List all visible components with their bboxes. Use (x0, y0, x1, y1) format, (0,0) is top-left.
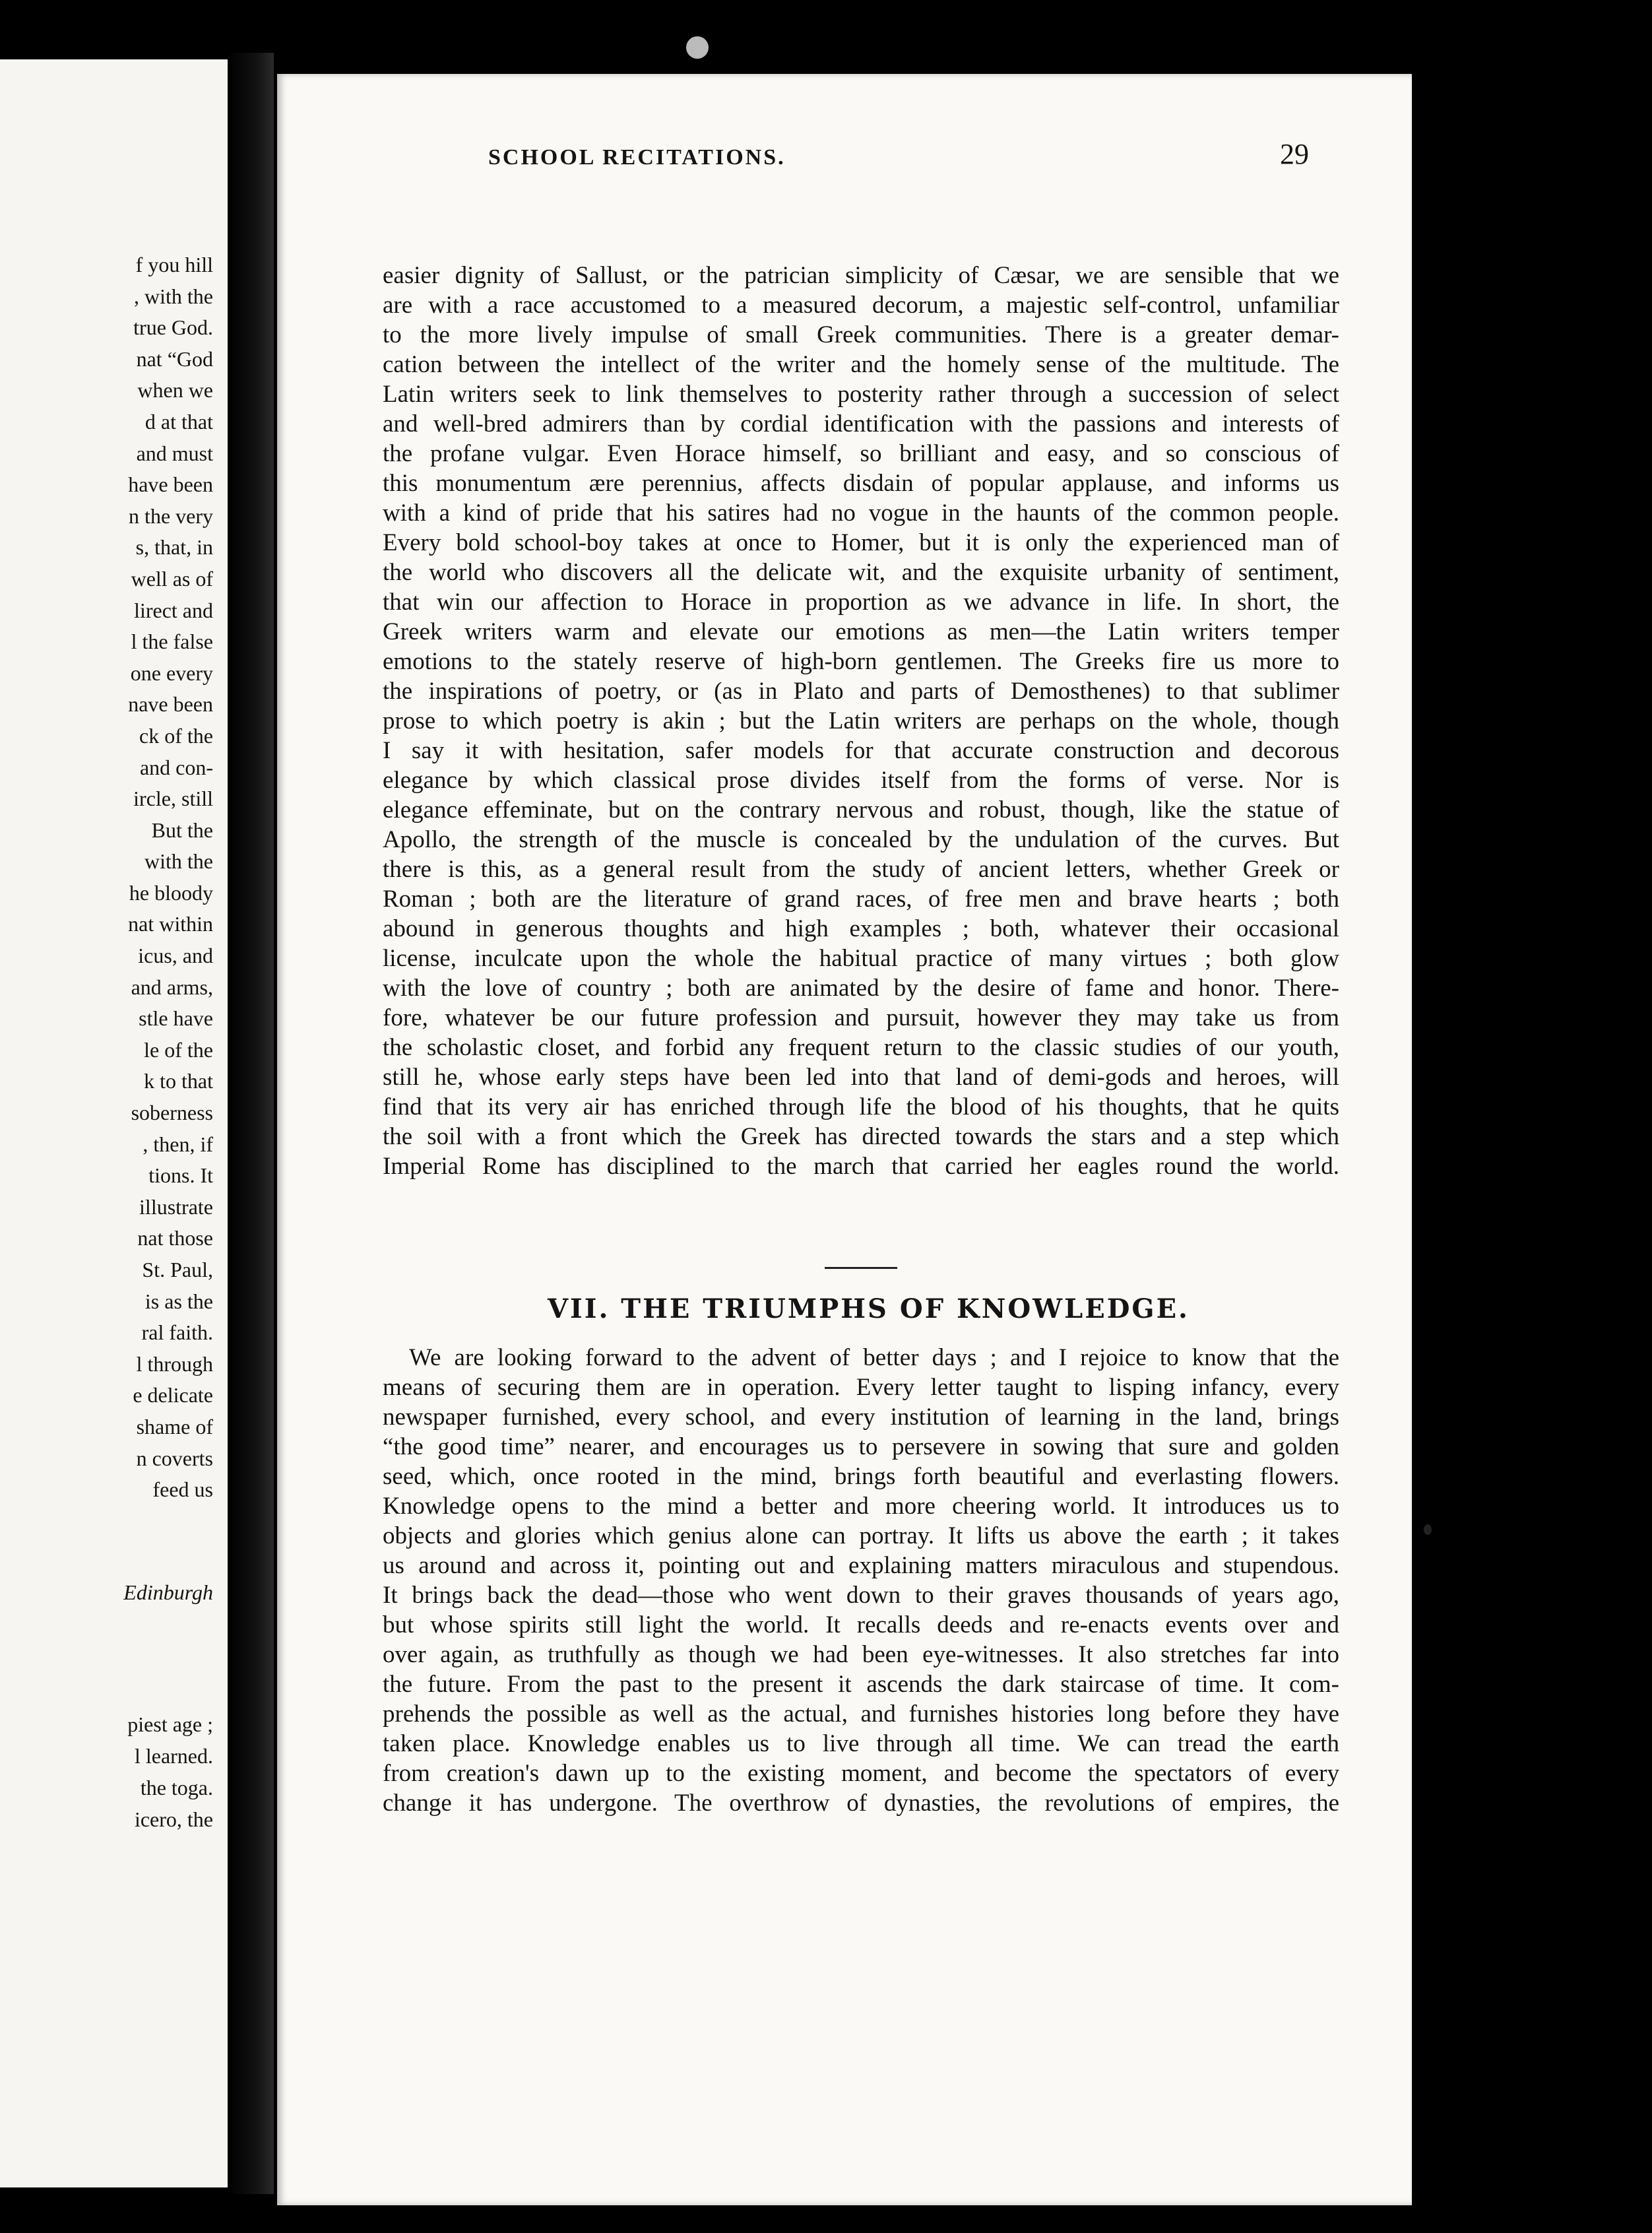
text-line: are with a race accustomed to a measured decorum, a majestic self-control, unfamiliar (383, 292, 1339, 319)
text-line: “the good time” nearer, and encourages us to persevere in sowing that sure and golden (383, 1433, 1339, 1460)
left-line: with the (144, 849, 213, 874)
book-spine-gutter (228, 53, 274, 2194)
left-line: when we (137, 378, 213, 403)
text-line: there is this, as a general result from the study of ancient letters, whether Greek or (383, 856, 1339, 883)
page-number: 29 (1280, 138, 1309, 170)
section-heading: VII. THE TRIUMPHS OF KNOWLEDGE. (548, 1293, 1190, 1324)
text-line: and well-bred admirers than by cordial identification with the passions and interests of (383, 410, 1339, 437)
left-line: nave been (128, 692, 213, 717)
running-head: SCHOOL RECITATIONS. (488, 145, 786, 170)
left-line: shame of (136, 1414, 213, 1439)
left-line: s, that, in (135, 535, 213, 560)
left-line: ircle, still (133, 787, 213, 811)
text-line: abound in generous thoughts and high examples ; both, whatever their occasional (383, 915, 1339, 942)
left-line: , with the (134, 284, 213, 308)
text-line: change it has undergone. The overthrow of dynasties, the revolutions of empires, the (383, 1790, 1339, 1817)
text-line: license, inculcate upon the whole the habitual practice of many virtues ; both glow (383, 945, 1339, 972)
text-line: emotions to the stately reserve of high-born gentlemen. The Greeks fire us more to (383, 648, 1339, 675)
left-citation: Edinburgh (123, 1580, 213, 1604)
left-line: stle have (139, 1006, 213, 1031)
text-line: objects and glories which genius alone can portray. It lifts us above the earth ; it takes (383, 1522, 1339, 1549)
text-line: Greek writers warm and elevate our emotions as men—the Latin writers temper (383, 618, 1339, 645)
text-line: I say it with hesitation, safer models for that accurate construction and decorous (383, 737, 1339, 764)
text-line: cation between the intellect of the writer and the homely sense of the multitude. The (383, 351, 1339, 378)
left-line: tions. It (148, 1163, 213, 1188)
text-line: Knowledge opens to the mind a better and more cheering world. It introduces us to (383, 1493, 1339, 1520)
text-line: but whose spirits still light the world. It recalls deeds and re-enacts events over and (383, 1611, 1339, 1638)
left-bottom-line: l learned. (134, 1744, 213, 1768)
left-line: is as the (144, 1289, 213, 1313)
left-line: k to that (144, 1069, 213, 1093)
left-line: d at that (144, 409, 213, 434)
left-line: well as of (131, 566, 213, 591)
text-line: Imperial Rome has disciplined to the march that carried her eagles round the world. (383, 1153, 1339, 1180)
text-line: taken place. Knowledge enables us to live through all time. We can tread the earth (383, 1730, 1339, 1757)
text-line: with the love of country ; both are animated by the desire of fame and honor. There- (383, 975, 1339, 1002)
text-line: elegance effeminate, but on the contrary nervous and robust, though, like the statue of (383, 796, 1339, 824)
text-line: the world who discovers all the delicate wit, and the exquisite urbanity of sentiment, (383, 559, 1339, 586)
text-line: find that its very air has enriched through life the blood of his thoughts, that he quits (383, 1093, 1339, 1120)
left-line: nat within (128, 912, 213, 936)
left-line: and arms, (131, 975, 213, 999)
text-line: this monumentum ære perennius, affects disdain of popular applause, and informs us (383, 470, 1339, 497)
left-line: St. Paul, (142, 1258, 213, 1281)
left-line: soberness (131, 1101, 213, 1125)
left-line: icus, and (138, 944, 213, 968)
left-page (0, 59, 228, 2187)
text-line: It brings back the dead—those who went down to their graves thousands of years ago, (383, 1582, 1339, 1609)
text-line: easier dignity of Sallust, or the patrician simplicity of Cæsar, we are sensible that we (383, 262, 1339, 289)
paragraph-1 (383, 261, 1339, 1181)
left-line: nat those (137, 1226, 213, 1250)
left-page-text (128, 249, 213, 1506)
left-line: he bloody (129, 880, 213, 905)
text-line: the scholastic closet, and forbid any frequent return to the classic studies of our youth, (383, 1034, 1339, 1061)
left-line: n the very (129, 503, 213, 528)
scan-speck (1424, 1524, 1432, 1535)
left-line: ck of the (139, 723, 213, 748)
text-line: fore, whatever be our future profession and pursuit, however they may take us from (383, 1004, 1339, 1031)
left-bottom-line: icero, the (134, 1807, 213, 1831)
paragraph-2 (383, 1343, 1339, 1818)
text-line: means of securing them are in operation. Every letter taught to lisping infancy, every (383, 1374, 1339, 1401)
text-line: elegance by which classical prose divides itself from the forms of verse. Nor is (383, 767, 1339, 794)
left-line: have been (128, 472, 213, 497)
left-line: nat “God (136, 346, 213, 371)
left-bottom-line: piest age ; (127, 1712, 213, 1736)
scan-speck (686, 36, 709, 59)
text-line: Roman ; both are the literature of grand races, of free men and brave hearts ; both (383, 886, 1339, 913)
text-line: to the more lively impulse of small Greek communities. There is a greater demar- (383, 321, 1339, 348)
text-line: the inspirations of poetry, or (as in Plato and parts of Demosthenes) to that sublimer (383, 678, 1339, 705)
left-line: , then, if (143, 1132, 213, 1156)
text-line: prehends the possible as well as the actual, and furnishes histories long before they have (383, 1700, 1339, 1728)
text-line: the profane vulgar. Even Horace himself, so brilliant and easy, and so conscious of (383, 440, 1339, 467)
left-line: le of the (144, 1037, 213, 1062)
text-line: us around and across it, pointing out and explaining matters miraculous and stupendous. (383, 1552, 1339, 1579)
text-line: the soil with a front which the Greek has directed towards the stars and a step which (383, 1123, 1339, 1150)
left-line: lirect and (134, 598, 213, 622)
left-line: and con- (139, 755, 213, 779)
text-line: Every bold school-boy takes at once to Homer, but it is only the experienced man of (383, 529, 1339, 556)
text-line: Latin writers seek to link themselves to posterity rather through a succession of select (383, 381, 1339, 408)
left-line: true God. (133, 315, 213, 340)
text-line: seed, which, once rooted in the mind, brings forth beautiful and everlasting flowers. (383, 1463, 1339, 1490)
left-line: e delicate (133, 1383, 213, 1408)
left-line: one every (130, 661, 213, 685)
left-line: l the false (131, 630, 213, 654)
left-line: But the (151, 818, 213, 842)
left-line: n coverts (136, 1446, 213, 1470)
left-line: feed us (152, 1477, 213, 1502)
text-line: newspaper furnished, every school, and every institution of learning in the land, brings (383, 1404, 1339, 1431)
text-line: We are looking forward to the advent of better days ; and I rejoice to know that the (409, 1344, 1339, 1371)
text-line: prose to which poetry is akin ; but the Latin writers are perhaps on the whole, though (383, 707, 1339, 734)
left-bottom-line: the toga. (140, 1776, 213, 1799)
left-line: illustrate (139, 1194, 213, 1219)
left-line: f you hill (135, 253, 213, 276)
text-line: the future. From the past to the present it ascends the dark staircase of time. It com- (383, 1671, 1339, 1698)
text-line: Apollo, the strength of the muscle is concealed by the undulation of the curves. But (383, 826, 1339, 853)
text-line: from creation's dawn up to the existing moment, and become the spectators of every (383, 1760, 1339, 1787)
left-line: ral faith. (141, 1320, 213, 1345)
section-divider (825, 1267, 897, 1269)
left-line: and must (136, 441, 213, 465)
text-line: with a kind of pride that his satires had no vogue in the haunts of the common people. (383, 500, 1339, 527)
text-line: over again, as truthfully as though we had been eye-witnesses. It also stretches far into (383, 1641, 1339, 1668)
text-line: still he, whose early steps have been led into that land of demi-gods and heroes, will (383, 1064, 1339, 1091)
left-line: l through (136, 1351, 213, 1376)
text-line: that win our affection to Horace in proportion as we advance in life. In short, the (383, 589, 1339, 616)
